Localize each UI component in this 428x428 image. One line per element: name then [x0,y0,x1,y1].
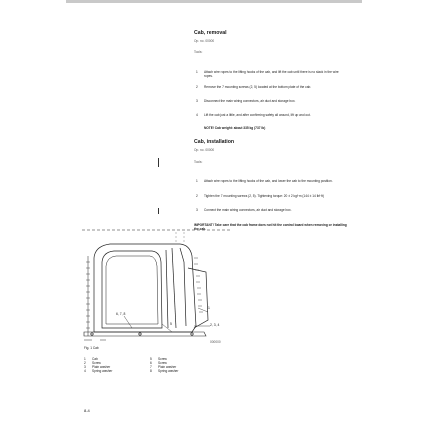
legend-number: 8 [150,369,152,373]
figure-code: 000000 [210,340,221,344]
callout-label: 1 [208,306,210,310]
removal-title: Cab, removal [194,30,227,36]
step-text: Tighten the 7 mounting screws (2, 5). Tightening torque: 20 ± 2 kgf·m (144 ± 14 lbf·ft) [204,194,324,198]
installation-tools-label: Tools: [194,160,203,164]
callout-label: 2, 3, 4 [210,323,220,327]
legend-text: Screw [92,361,101,365]
removal-note: NOTE! Cab weight: about 335 kg (737 lb) [204,126,266,130]
step-number: 4 [196,113,198,117]
legend-text: Plain washer [92,365,111,369]
change-bar [158,158,159,167]
cab-illustration [80,228,230,344]
step-text: Connect the main wiring connectors, air duct and storage box. [204,208,292,212]
removal-tools-label: Tools: [194,50,203,54]
step-text: Lift the cab just a little, and after confirming safety all around, lift up and out. [204,113,311,117]
legend-number: 7 [150,365,152,369]
callout-label: 5 [170,322,172,326]
step-number: 3 [196,99,198,103]
step-number: 2 [196,194,198,198]
legend-text: Screw [158,361,167,365]
figure-caption: Fig. 1 Cab [84,346,99,350]
legend-text: Spring washer [92,369,113,373]
removal-op-number: Op. no. 00000 [194,39,215,43]
step-text: Attach wire ropes to the lifting hooks of the cab, and lift the cab until there is no slack in the wire ropes. [204,70,339,78]
step-text: Disconnect the main wiring connectors, air duct and storage box. [204,99,296,103]
step-text: Remove the 7 mounting screws (2, 5) located at the bottom plate of the cab. [204,85,312,89]
step-number: 1 [196,179,198,183]
legend-number: 3 [84,365,86,369]
legend-text: Screw [158,357,167,361]
legend-number: 4 [84,369,86,373]
legend-number: 5 [150,357,152,361]
step-number: 3 [196,208,198,212]
installation-important-note: IMPORTANT! Take care that the cab frame does not hit the control board when removing or installing the cab. [194,223,347,231]
change-bar [158,208,159,214]
legend-text: Cab [92,357,98,361]
step-text: Attach wire ropes to the lifting hooks of the cab, and lower the cab to the mounting position. [204,179,333,183]
step-number: 2 [196,85,198,89]
page-number: 8-4 [84,408,90,413]
installation-title: Cab, installation [194,139,235,145]
installation-op-number: Op. no. 00000 [194,148,215,152]
legend-number: 2 [84,361,86,365]
callout-label: 6, 7, 8 [116,312,126,316]
legend-number: 6 [150,361,152,365]
legend-text: Spring washer [158,369,179,373]
legend-number: 1 [84,357,86,361]
legend-text: Plain washer [158,365,177,369]
step-number: 1 [196,70,198,74]
